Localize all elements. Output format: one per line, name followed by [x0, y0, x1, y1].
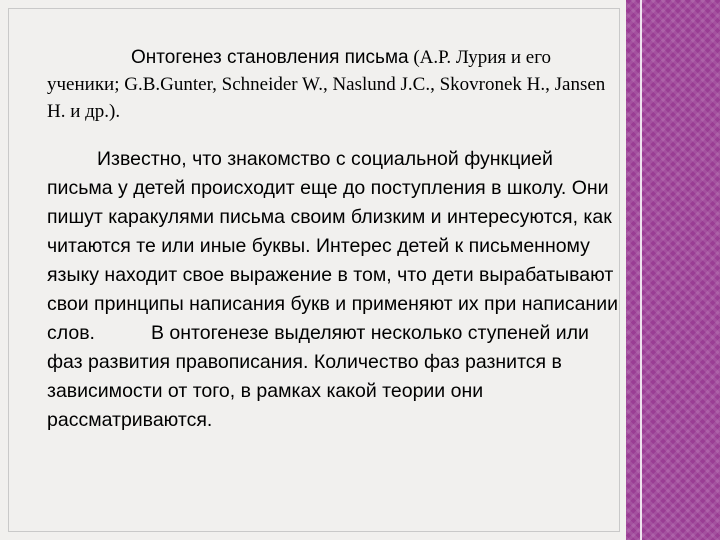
- decorative-side-line: [640, 0, 642, 540]
- heading-title-rest: становления письма: [221, 47, 409, 68]
- heading-citation: (А.Р. Лурия и его ученики; G.B.Gunter, Schneider W., Naslund J.C., Skovronek H., Jansen H. и др.).: [47, 47, 606, 122]
- body-paragraph: [47, 145, 619, 435]
- paragraph-part-1: Известно, что знакомство с социальной функцией письма у детей происходит еще до поступления в школу. Они пишут каракулями письма своим близким и интересуются, как читаются те или иные буквы. Интерес детей к письменному языку находит свое выражение в том, что дети вырабатывают свои принципы написания букв и применяют их при написании слов.: [47, 148, 618, 344]
- heading-title-first-word: Онтогенез: [131, 47, 222, 68]
- slide-heading: [47, 44, 617, 125]
- paragraph-part-2: В онтогенезе выделяют несколько ступеней или фаз развития правописания. Количество фаз разнится в зависимости от того, в рамках какой теории они рассматриваются.: [47, 322, 589, 431]
